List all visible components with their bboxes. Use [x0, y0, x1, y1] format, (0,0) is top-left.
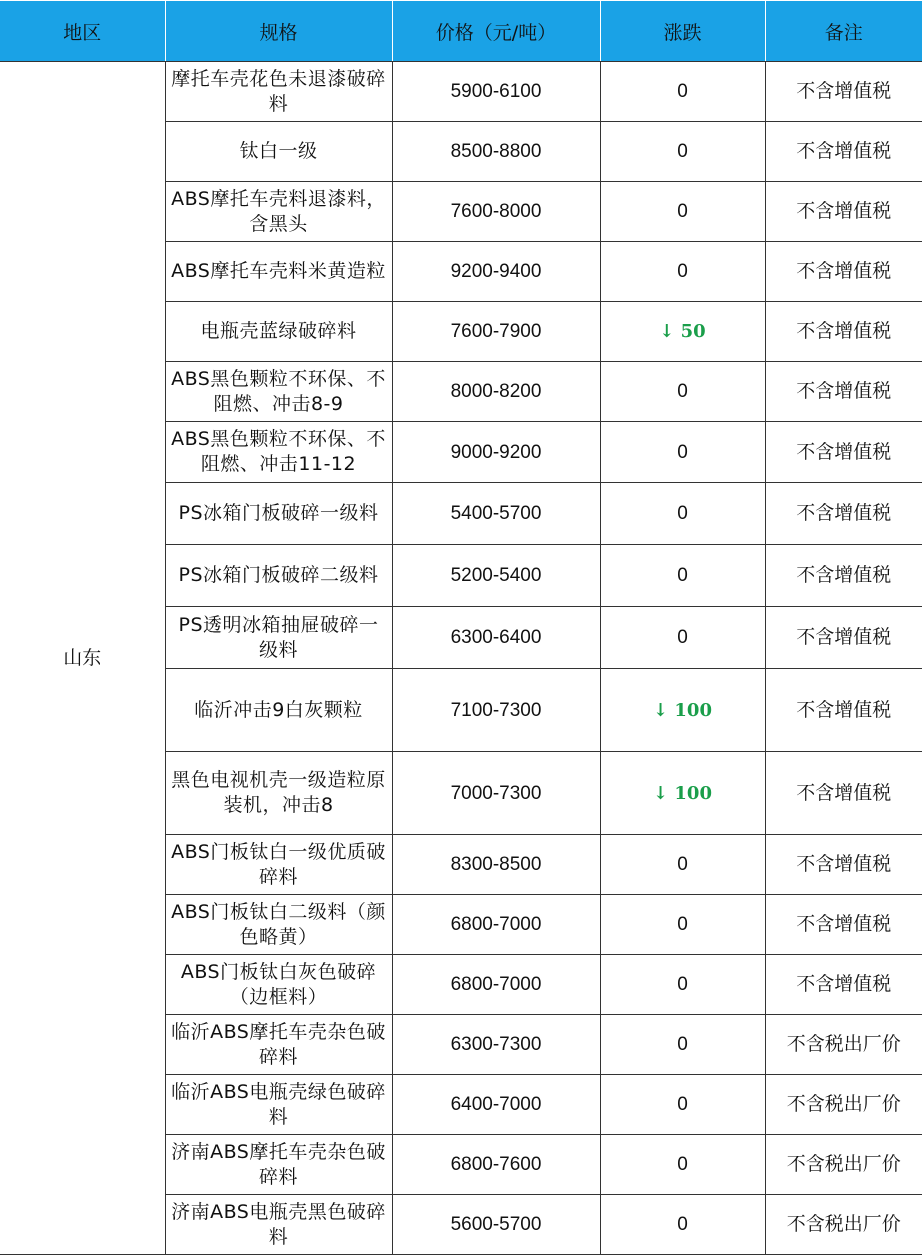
- down-arrow-icon: ↓: [653, 699, 669, 721]
- spec-cell: PS冰箱门板破碎二级料: [165, 545, 392, 607]
- note-cell: 不含增值税: [765, 955, 922, 1015]
- down-arrow-icon: ↓: [659, 321, 675, 342]
- note-cell: 不含税出厂价: [765, 1075, 922, 1135]
- price-cell: 8000-8200: [392, 362, 600, 422]
- spec-cell: PS透明冰箱抽屉破碎一级料: [165, 607, 392, 669]
- note-cell: 不含增值税: [765, 62, 922, 122]
- change-cell: 0: [600, 1075, 765, 1135]
- change-cell: 0: [600, 122, 765, 182]
- change-cell: [600, 752, 765, 835]
- change-cell: 0: [600, 362, 765, 422]
- down-arrow-icon: ↓: [653, 782, 669, 804]
- price-cell: 6800-7000: [392, 895, 600, 955]
- change-cell: 0: [600, 955, 765, 1015]
- price-cell: 6800-7600: [392, 1135, 600, 1195]
- price-cell: 6300-7300: [392, 1015, 600, 1075]
- region-cell: 山东: [0, 62, 165, 1255]
- spec-cell: 电瓶壳蓝绿破碎料: [165, 302, 392, 362]
- note-cell: 不含增值税: [765, 669, 922, 752]
- change-cell: 0: [600, 895, 765, 955]
- header-spec: 规格: [165, 1, 392, 62]
- change-value: 100: [674, 699, 712, 721]
- price-cell: 5900-6100: [392, 62, 600, 122]
- header-price: 价格（元/吨）: [392, 1, 600, 62]
- change-cell: 0: [600, 483, 765, 545]
- price-cell: 9200-9400: [392, 242, 600, 302]
- spec-cell: 济南ABS摩托车壳杂色破碎料: [165, 1135, 392, 1195]
- header-change: 涨跌: [600, 1, 765, 62]
- price-cell: 5600-5700: [392, 1195, 600, 1255]
- note-cell: 不含增值税: [765, 835, 922, 895]
- note-cell: 不含增值税: [765, 362, 922, 422]
- spec-cell: 钛白一级: [165, 122, 392, 182]
- price-cell: 6300-6400: [392, 607, 600, 669]
- price-cell: 5400-5700: [392, 483, 600, 545]
- change-cell: 0: [600, 1195, 765, 1255]
- price-cell: 8500-8800: [392, 122, 600, 182]
- header-row: [0, 1, 922, 62]
- change-cell: 0: [600, 182, 765, 242]
- spec-cell: 摩托车壳花色未退漆破碎料: [165, 62, 392, 122]
- price-cell: 5200-5400: [392, 545, 600, 607]
- spec-cell: 临沂冲击9白灰颗粒: [165, 669, 392, 752]
- note-cell: 不含增值税: [765, 302, 922, 362]
- spec-cell: ABS摩托车壳料米黄造粒: [165, 242, 392, 302]
- change-cell: 0: [600, 545, 765, 607]
- price-cell: 6800-7000: [392, 955, 600, 1015]
- note-cell: 不含增值税: [765, 242, 922, 302]
- spec-cell: ABS门板钛白灰色破碎（边框料）: [165, 955, 392, 1015]
- price-cell: 6400-7000: [392, 1075, 600, 1135]
- price-cell: 7600-7900: [392, 302, 600, 362]
- note-cell: 不含增值税: [765, 895, 922, 955]
- change-cell: 0: [600, 62, 765, 122]
- note-cell: 不含税出厂价: [765, 1195, 922, 1255]
- change-cell: 0: [600, 1135, 765, 1195]
- spec-cell: ABS门板钛白一级优质破碎料: [165, 835, 392, 895]
- price-cell: 8300-8500: [392, 835, 600, 895]
- note-cell: 不含增值税: [765, 752, 922, 835]
- note-cell: 不含增值税: [765, 182, 922, 242]
- change-cell: 0: [600, 422, 765, 483]
- note-cell: 不含增值税: [765, 545, 922, 607]
- spec-cell: 临沂ABS摩托车壳杂色破碎料: [165, 1015, 392, 1075]
- spec-cell: PS冰箱门板破碎一级料: [165, 483, 392, 545]
- table-row: [0, 62, 922, 122]
- spec-cell: ABS黑色颗粒不环保、不阻燃、冲击8-9: [165, 362, 392, 422]
- price-cell: 9000-9200: [392, 422, 600, 483]
- header-note: 备注: [765, 1, 922, 62]
- note-cell: 不含增值税: [765, 422, 922, 483]
- change-cell: [600, 302, 765, 362]
- spec-cell: ABS摩托车壳料退漆料，含黑头: [165, 182, 392, 242]
- spec-cell: 黑色电视机壳一级造粒原装机，冲击8: [165, 752, 392, 835]
- header-region: 地区: [0, 1, 165, 62]
- spec-cell: 临沂ABS电瓶壳绿色破碎料: [165, 1075, 392, 1135]
- price-cell: 7100-7300: [392, 669, 600, 752]
- change-cell: 0: [600, 835, 765, 895]
- change-cell: 0: [600, 242, 765, 302]
- change-cell: 0: [600, 607, 765, 669]
- note-cell: 不含税出厂价: [765, 1015, 922, 1075]
- change-value: 50: [680, 321, 706, 342]
- note-cell: 不含增值税: [765, 607, 922, 669]
- price-cell: 7000-7300: [392, 752, 600, 835]
- spec-cell: ABS黑色颗粒不环保、不阻燃、冲击11-12: [165, 422, 392, 483]
- spec-cell: ABS门板钛白二级料（颜色略黄）: [165, 895, 392, 955]
- price-cell: 7600-8000: [392, 182, 600, 242]
- note-cell: 不含税出厂价: [765, 1135, 922, 1195]
- change-cell: 0: [600, 1015, 765, 1075]
- note-cell: 不含增值税: [765, 122, 922, 182]
- change-value: 100: [674, 782, 712, 804]
- change-cell: [600, 669, 765, 752]
- spec-cell: 济南ABS电瓶壳黑色破碎料: [165, 1195, 392, 1255]
- note-cell: 不含增值税: [765, 483, 922, 545]
